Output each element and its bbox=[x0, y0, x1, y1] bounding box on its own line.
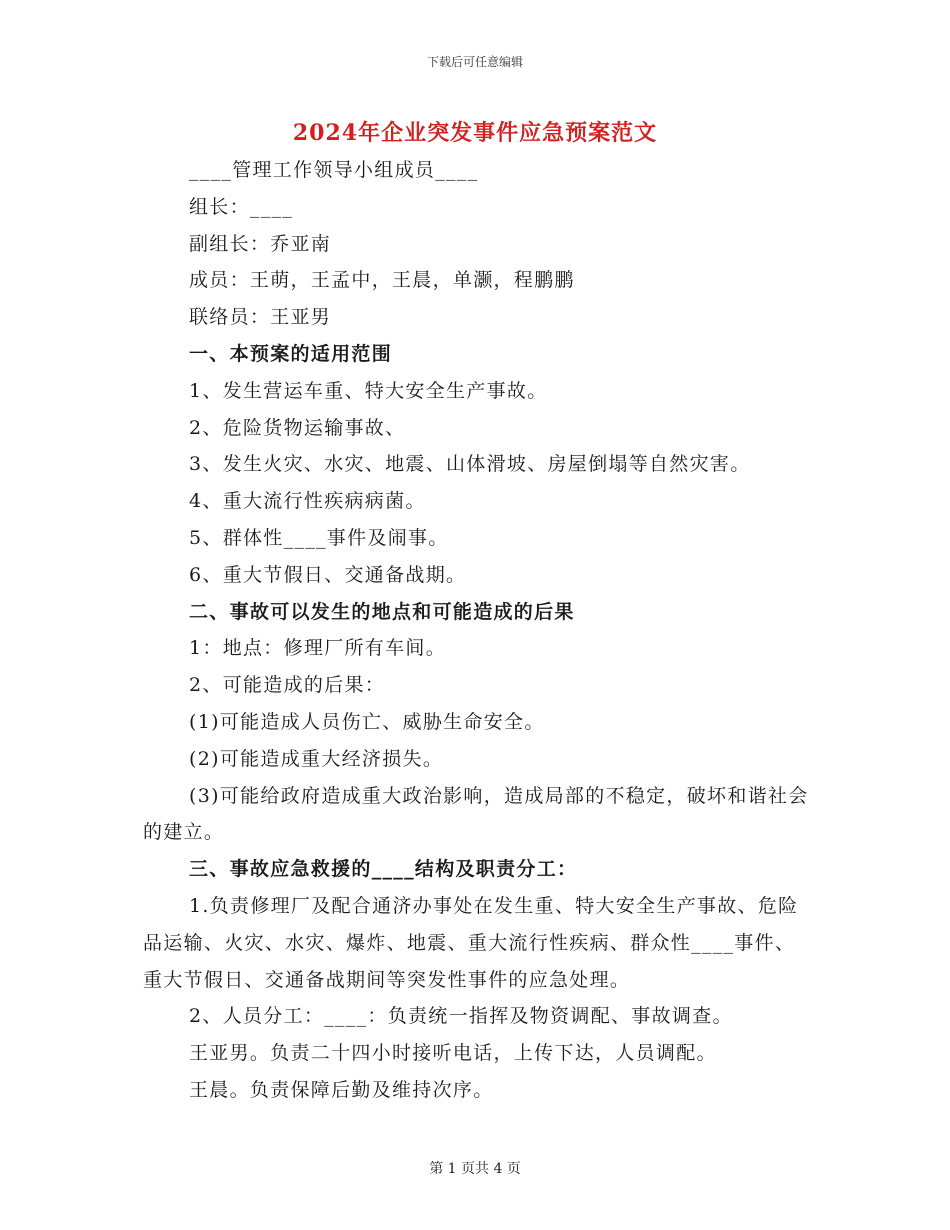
text-line: 5、群体性____事件及闹事。 bbox=[189, 526, 449, 549]
section-heading: 三、事故应急救援的____结构及职责分工： bbox=[189, 858, 578, 881]
section-heading: 二、事故可以发生的地点和可能造成的后果 bbox=[189, 600, 575, 623]
text-line: ____管理工作领导小组成员____ bbox=[189, 159, 479, 181]
text-line: 王亚男。负责二十四小时接听电话，上传下达，人员调配。 bbox=[189, 1042, 717, 1065]
page-header: 下载后可任意编辑 bbox=[426, 55, 523, 69]
page-footer: 第 1 页共 4 页 bbox=[429, 1161, 521, 1177]
text-line: 联络员：王亚男 bbox=[189, 306, 332, 329]
text-line: 4、重大流行性疾病病菌。 bbox=[189, 490, 426, 513]
text-line: 组长：____ bbox=[189, 195, 294, 218]
text-line: 成员：王萌，王孟中，王晨，单灏，程鹏鹏 bbox=[189, 269, 575, 292]
text-line: 副组长：乔亚南 bbox=[189, 232, 332, 255]
document-body bbox=[143, 152, 813, 1109]
text-line: (2)可能造成重大经济损失。 bbox=[189, 747, 444, 770]
text-line: 2、危险货物运输事故、 bbox=[189, 416, 406, 439]
text-line: 2、人员分工：____：负责统一指挥及物资调配、事故调查。 bbox=[189, 1005, 733, 1028]
section-heading: 一、本预案的适用范围 bbox=[189, 342, 393, 365]
text-line: 6、重大节假日、交通备战期。 bbox=[189, 563, 467, 586]
text-line: 1、发生营运车重、特大安全生产事故。 bbox=[189, 379, 548, 402]
text-line: 王晨。负责保障后勤及维持次序。 bbox=[189, 1078, 494, 1101]
text-line: (1)可能造成人员伤亡、威胁生命安全。 bbox=[189, 710, 545, 733]
paragraph: (3)可能给政府造成重大政治影响，造成局部的不稳定，破坏和谐社会的建立。 bbox=[143, 784, 809, 844]
text-line: 3、发生火灾、水灾、地震、山体滑坡、房屋倒塌等自然灾害。 bbox=[189, 453, 751, 476]
document-title: 2024年企业突发事件应急预案范文 bbox=[292, 120, 658, 146]
paragraph: 1.负责修理厂及配合通济办事处在发生重、特大安全生产事故、危险品运输、火灾、水灾、爆炸、地震、重大流行性疾病、群众性____事件、重大节假日、交通备战期间等突发性事件的应急处理。 bbox=[143, 894, 799, 991]
text-line: 1：地点：修理厂所有车间。 bbox=[189, 637, 446, 660]
text-line: 2、可能造成的后果： bbox=[189, 674, 386, 697]
